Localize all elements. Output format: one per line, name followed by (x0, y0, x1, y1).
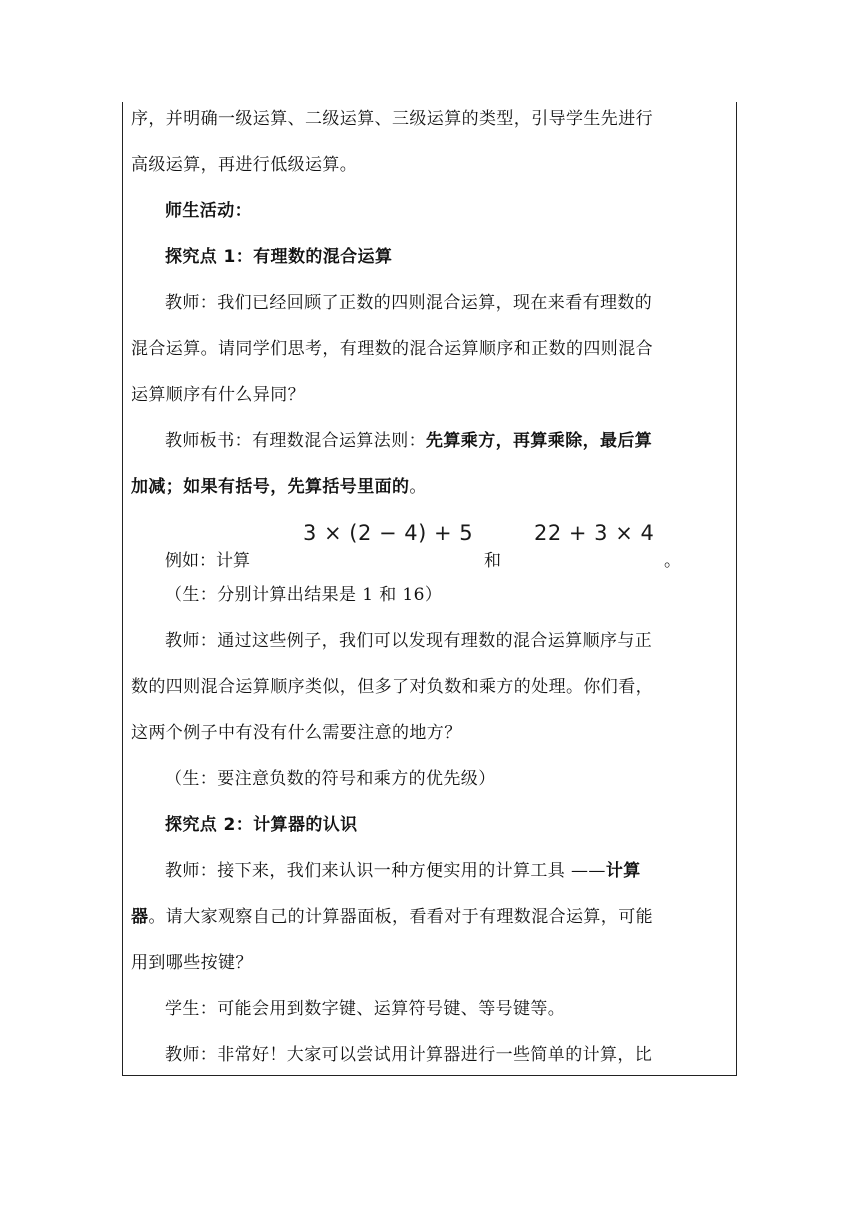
formula-2: 22 + 3 × 4 (534, 521, 655, 545)
text-line: 高级运算，再进行低级运算。 (131, 155, 358, 175)
paragraph-teacher-praise: 教师：非常好！大家可以尝试用计算器进行一些简单的计算，比 (165, 1045, 653, 1065)
text-line (131, 476, 729, 498)
rule-bold-1: 先算乘方，再算乘除，最后算 (426, 431, 653, 451)
text-line (131, 906, 729, 928)
rule-prefix: 教师板书：有理数混合运算法则： (165, 431, 426, 451)
paragraph-blackboard-rule (131, 430, 729, 498)
text-line: 序，并明确一级运算、二级运算、三级运算的类型，引导学生先进行 (131, 109, 653, 129)
rule-end: 。 (409, 477, 427, 497)
text-line (131, 430, 729, 452)
text-line: 运算顺序有什么异同？ (131, 385, 305, 405)
text-line: 用到哪些按键？ (131, 953, 253, 973)
example-and: 和 (484, 551, 501, 571)
text-line: 教师：通过这些例子，我们可以发现有理数的混合运算顺序与正 (165, 631, 653, 651)
paragraph-student-answer-2: （生：要注意负数的符号和乘方的优先级） (165, 769, 496, 789)
calc-prefix: 教师：接下来，我们来认识一种方便实用的计算工具 —— (165, 861, 606, 881)
formula-1: 3 × (2 − 4) + 5 (303, 521, 474, 545)
paragraph-teacher-observation (131, 630, 729, 744)
section-heading-activity: 师生活动： (165, 201, 252, 221)
text-line: 教师：我们已经回顾了正数的四则混合运算，现在来看有理数的 (165, 293, 653, 313)
paragraph-teacher-question (131, 292, 729, 406)
text-line (131, 860, 729, 882)
paragraph-student-answer-1: （生：分别计算出结果是 1 和 16） (165, 585, 443, 605)
text-line: 这两个例子中有没有什么需要注意的地方？ (131, 723, 462, 743)
calc-rest: 。请大家观察自己的计算器面板，看看对于有理数混合运算，可能 (148, 907, 654, 927)
paragraph-teacher-calculator (131, 860, 729, 974)
example-row (131, 522, 729, 574)
text-line: 混合运算。请同学们思考，有理数的混合运算顺序和正数的四则混合 (131, 339, 653, 359)
section-heading-point-2: 探究点 2：计算器的认识 (165, 815, 358, 835)
calc-bold-1: 计算 (605, 861, 641, 881)
paragraph-intro (131, 108, 729, 176)
example-label: 例如：计算 (165, 551, 250, 571)
paragraph-student-keys: 学生：可能会用到数字键、运算符号键、等号键等。 (165, 999, 566, 1019)
rule-bold-2: 加减；如果有括号，先算括号里面的 (131, 477, 410, 497)
section-heading-point-1: 探究点 1：有理数的混合运算 (165, 247, 393, 267)
text-line: 数的四则混合运算顺序类似，但多了对负数和乘方的处理。你们看， (131, 677, 653, 697)
document-body (131, 108, 729, 1090)
example-end: 。 (664, 551, 681, 571)
calc-bold-2: 器 (131, 907, 149, 927)
